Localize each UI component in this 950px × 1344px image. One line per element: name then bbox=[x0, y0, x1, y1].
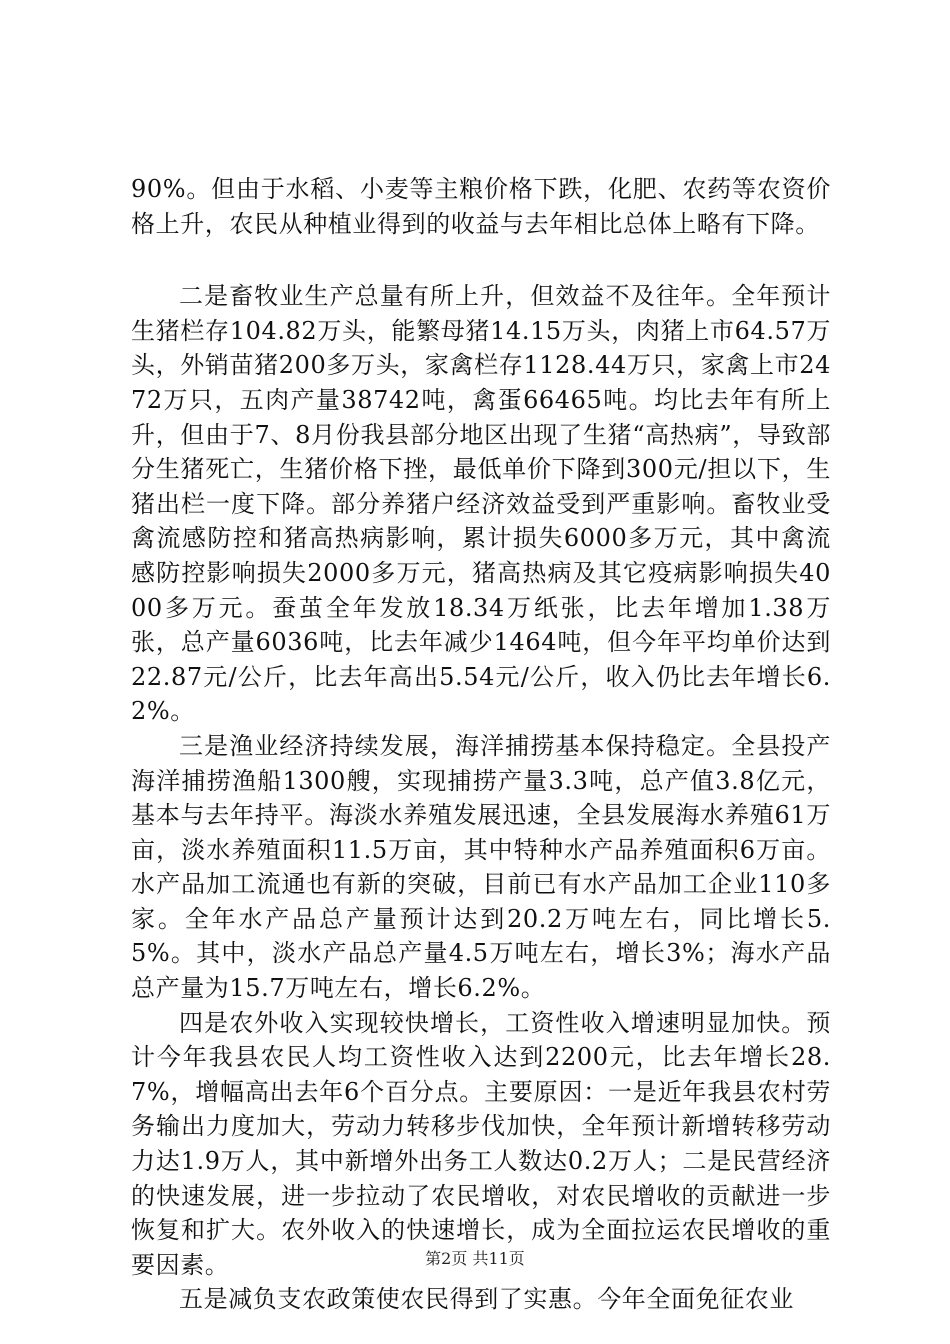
paragraph-policy: 五是减负支农政策使农民得到了实惠。今年全面免征农业 bbox=[179, 1285, 794, 1314]
paragraph-livestock: 二是畜牧业生产总量有所上升，但效益不及往年。全年预计生猪栏存104.82万头，能繁母猪14.15万头，肉猪上市64.57万头，外销苗猪200多万头，家禽栏存1128.44万只，家禽上市2472万只，五肉产量38742吨，禽蛋66465吨。均比去年有所上升，但由于7、8月份我县部分地区出现了生猪“高热病”，导致部分生猪死亡，生猪价格下挫，最低单价下降到300元/担以下，生猪出栏一度下降。部分养猪户经济效益受到严重影响。畜牧业受禽流感防控和猪高热病影响，累计损失6000多万元，其中禽流感防控影响损失2000多万元，猪高热病及其它疫病影响损失4000多万元。蚕茧全年发放18.34万纸张，比去年增加1.38万张，总产量6036吨，比去年减少1464吨，但今年平均单价达到22.87元/公斤，比去年高出5.54元/公斤，收入仍比去年增长6.2%。 bbox=[131, 282, 831, 726]
paragraph-fishery: 三是渔业经济持续发展，海洋捕捞基本保持稳定。全县投产海洋捕捞渔船1300艘，实现捕捞产量3.3吨，总产值3.8亿元，基本与去年持平。海淡水养殖发展迅速，全县发展海水养殖61万亩，淡水养殖面积11.5万亩，其中特种水产品养殖面积6万亩。水产品加工流通也有新的突破，目前已有水产品加工企业110多家。全年水产品总产量预计达到20.2万吨左右，同比增长5.5%。其中，淡水产品总产量4.5万吨左右，增长3%；海水产品总产量为15.7万吨左右，增长6.2%。 bbox=[131, 731, 831, 1003]
paragraph-continued: 90%。但由于水稻、小麦等主粮价格下跌，化肥、农药等农资价格上升，农民从种植业得到的收益与去年相比总体上略有下降。 bbox=[131, 175, 831, 238]
paragraph-spacer bbox=[131, 241, 831, 279]
paragraph-nonfarm-income: 四是农外收入实现较快增长，工资性收入增速明显加快。预计今年我县农民人均工资性收入达到2200元，比去年增长28.7%，增幅高出去年6个百分点。主要原因：一是近年我县农村劳务输出力度加大，劳动力转移步伐加快，全年预计新增转移劳动力达1.9万人，其中新增外出务工人数达0.2万人；二是民营经济的快速发展，进一步拉动了农民增收，对农民增收的贡献进一步恢复和扩大。农外收入的快速增长，成为全面拉运农民增收的重要因素。 bbox=[131, 1008, 831, 1279]
document-body bbox=[131, 172, 831, 1317]
page-footer: 第2页 共11页 bbox=[425, 1249, 525, 1268]
